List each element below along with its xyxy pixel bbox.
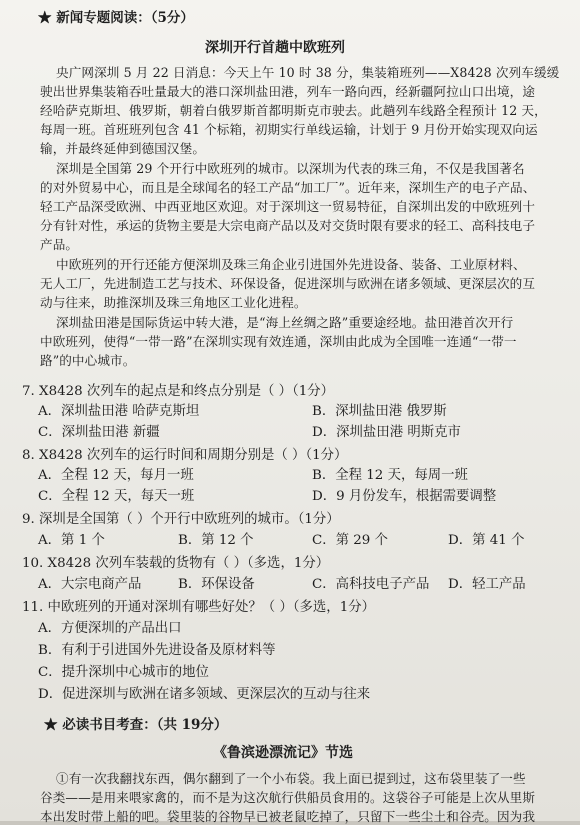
article-line: 输，并最终延伸到德国汉堡。 xyxy=(40,141,206,156)
question-stem: 8. X8428 次列车的运行时间和周期分别是（ ）（1分） xyxy=(22,448,348,463)
article-line: 央广网深圳 5 月 22 日消息：今天上午 10 时 38 分，集装箱班列——X8428 次列车缓缓 xyxy=(56,65,560,80)
article-line: 产品。 xyxy=(40,237,79,252)
article-title: 深圳开行首趟中欧班列 xyxy=(205,40,345,56)
excerpt-line: ①有一次我翻找东西，偶尔翻到了一个小布袋。我上面已提到过，这布袋里装了一些 xyxy=(56,771,526,786)
option-b[interactable]: B．第 12 个 xyxy=(178,533,254,548)
excerpt-title: 《鲁滨逊漂流记》节选 xyxy=(213,745,353,761)
option-c[interactable]: C．高科技电子产品 xyxy=(312,577,430,592)
news-section-header: ★ 新闻专题阅读：（5分） xyxy=(38,10,194,26)
question-stem: 10. X8428 次列车装载的货物有（ ）（多选，1分） xyxy=(22,556,330,571)
excerpt-line: 谷类——是用来喂家禽的，而不是为这次航行供船员食用的。这袋谷子可能是上次从里斯 xyxy=(40,790,536,805)
option-c[interactable]: C．深圳盐田港 新疆 xyxy=(38,425,160,440)
option-d[interactable]: D．9 月份发车，根据需要调整 xyxy=(312,489,497,504)
article-line: 深圳是全国第 29 个开行中欧班列的城市。以深圳为代表的珠三角，不仅是我国著名 xyxy=(56,161,525,176)
option-d[interactable]: D．第 41 个 xyxy=(448,533,525,548)
article-line: 经哈萨克斯坦、俄罗斯，朝着白俄罗斯首都明斯克市驶去。此趟列车线路全程预计 12 天， xyxy=(40,103,547,118)
article-line: 深圳盐田港是国际货运中转大港，是“海上丝绸之路”重要途经地。盐田港首次开行 xyxy=(56,315,514,330)
option-a[interactable]: A．全程 12 天，每月一班 xyxy=(38,468,194,483)
option-d[interactable]: D．促进深圳与欧洲在诸多领域、更深层次的互动与往来 xyxy=(38,687,371,702)
excerpt-line: 本出发时带上船的吧。袋里装的谷物早已被老鼠吃掉了，只留下一些尘土和谷壳。因为我 xyxy=(40,809,536,824)
question-stem: 11. 中欧班列的开通对深圳有哪些好处？（ ）（多选，1分） xyxy=(22,600,376,615)
option-b[interactable]: B．深圳盐田港 俄罗斯 xyxy=(312,404,447,419)
article-line: 轻工产品深受欧洲、中西亚地区欢迎。对于深圳这一贸易特征，自深圳出发的中欧班列十 xyxy=(40,199,536,214)
option-c[interactable]: C．提升深圳中心城市的地位 xyxy=(38,665,209,680)
option-b[interactable]: B．环保设备 xyxy=(178,577,255,592)
option-d[interactable]: D．深圳盐田港 明斯克市 xyxy=(312,425,461,440)
article-line: 分有针对性，承运的货物主要是大宗电商产品以及对交货时限有要求的轻工、高科技电子 xyxy=(40,218,536,233)
option-a[interactable]: A．方便深圳的产品出口 xyxy=(38,621,182,636)
option-d[interactable]: D．轻工产品 xyxy=(448,577,526,592)
article-line: 路”的中心城市。 xyxy=(40,353,136,368)
article-line: 无人工厂，先进制造工艺与技术、环保设备，促进深圳与欧洲在诸多领域、更深层次的互 xyxy=(40,276,536,291)
option-c[interactable]: C．第 29 个 xyxy=(312,533,388,548)
article-line: 驶出世界集装箱吞吐量最大的港口深圳盐田港，列车一路向西，经新疆阿拉山口出境，途 xyxy=(40,84,536,99)
article-line: 中欧班列，使得“一带一路”在深圳实现有效连通，深圳由此成为全国唯一连通“一带一 xyxy=(40,334,517,349)
question-stem: 9. 深圳是全国第（ ）个开行中欧班列的城市。（1分） xyxy=(22,512,340,527)
option-a[interactable]: A．深圳盐田港 哈萨克斯坦 xyxy=(38,404,200,419)
option-b[interactable]: B．全程 12 天，每周一班 xyxy=(312,468,468,483)
article-line: 每周一班。首班班列包含 41 个标箱，初期实行单线运输，计划于 9 月份开始实现双向运 xyxy=(40,122,538,137)
article-line: 中欧班列的开行还能方便深圳及珠三角企业引进国外先进设备、装备、工业原材料、 xyxy=(56,257,526,272)
option-a[interactable]: A．第 1 个 xyxy=(38,533,105,548)
article-line: 动与往来，助推深圳及珠三角地区工业化进程。 xyxy=(40,295,307,310)
question-stem: 7. X8428 次列车的起点是和终点分别是（ ）（1分） xyxy=(22,384,335,399)
option-c[interactable]: C．全程 12 天，每天一班 xyxy=(38,489,195,504)
option-a[interactable]: A．大宗电商产品 xyxy=(38,577,142,592)
reading-section-header: ★ 必读书目考查：（共 19分） xyxy=(44,717,228,733)
article-line: 的对外贸易中心，而且是全球闻名的轻工产品“加工厂”。近年来，深圳生产的电子产品、 xyxy=(40,180,536,195)
option-b[interactable]: B．有利于引进国外先进设备及原材料等 xyxy=(38,643,276,658)
